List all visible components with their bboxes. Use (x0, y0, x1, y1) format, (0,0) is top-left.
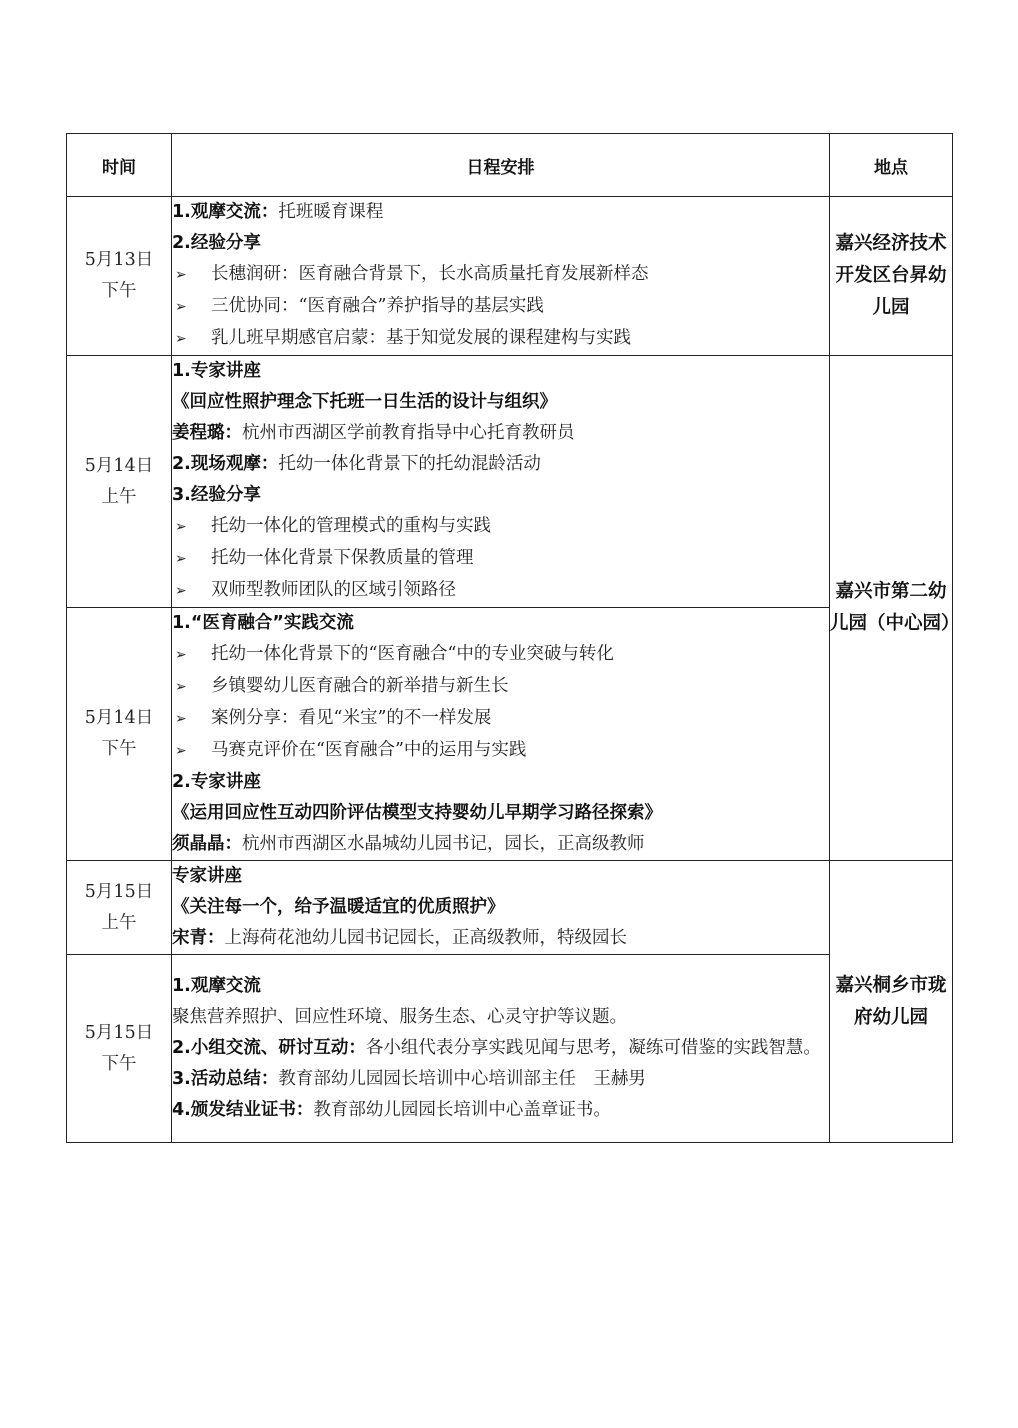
time-cell (67, 608, 172, 861)
item-heading: 2.经验分享 (172, 233, 261, 253)
schedule-cell (172, 356, 830, 608)
schedule-cell (172, 197, 830, 356)
header-venue: 地点 (830, 134, 953, 197)
table-header-row (67, 134, 953, 197)
header-time: 时间 (67, 134, 172, 197)
date-text: 5月13日 (84, 250, 154, 270)
bullet-arrow-icon: ➢ (175, 299, 187, 315)
item-text: 托班暖育课程 (278, 202, 384, 222)
speaker-title: 杭州市西湖区学前教育指导中心托育教研员 (242, 423, 575, 443)
item-heading: 3.经验分享 (172, 485, 261, 505)
time-cell (67, 861, 172, 955)
item-heading: 1.观摩交流 (172, 976, 261, 996)
lecture-title: 《关注每一个，给予温暖适宜的优质照护》 (172, 897, 505, 917)
date-text: 5月14日 (84, 708, 154, 728)
sub-item: 托幼一体化的管理模式的重构与实践 (211, 516, 491, 536)
table-row (67, 197, 953, 356)
date-text: 5月14日 (84, 455, 154, 476)
sub-item: 三优协同：“医育融合”养护指导的基层实践 (211, 296, 544, 316)
venue-cell: 嘉兴经济技术开发区台昇幼儿园 (830, 197, 953, 356)
table-row (67, 356, 953, 608)
period-text: 下午 (101, 281, 137, 301)
item-heading: 2.小组交流、研讨互动： (172, 1038, 366, 1058)
schedule-table (66, 133, 960, 1143)
venue-cell: 嘉兴市第二幼儿园（中心园） (830, 356, 953, 861)
sub-item: 托幼一体化背景下保教质量的管理 (211, 548, 474, 568)
period-text: 上午 (101, 486, 137, 507)
time-cell (67, 955, 172, 1143)
time-cell (67, 197, 172, 356)
item-heading: 专家讲座 (172, 866, 242, 886)
sub-item: 托幼一体化背景下的“医育融合“中的专业突破与转化 (211, 644, 614, 664)
speaker-title: 上海荷花池幼儿园书记园长，正高级教师，特级园长 (224, 928, 627, 948)
time-cell (67, 356, 172, 608)
lecture-title: 《回应性照护理念下托班一日生活的设计与组织》 (172, 392, 557, 412)
item-heading: 1.观摩交流： (172, 202, 279, 222)
speaker-name: 宋青： (172, 928, 225, 948)
item-heading: 1.专家讲座 (172, 361, 261, 381)
item-heading: 2.现场观摩： (172, 454, 279, 474)
item-text: 聚焦营养照护、回应性环境、服务生态、心灵守护等议题。 (172, 1007, 627, 1027)
bullet-arrow-icon: ➢ (175, 711, 187, 727)
bullet-arrow-icon: ➢ (175, 743, 187, 759)
bullet-arrow-icon: ➢ (175, 519, 187, 535)
venue-cell: 嘉兴桐乡市珑府幼儿园 (830, 861, 953, 1143)
schedule-cell (172, 861, 830, 955)
lecture-title: 《运用回应性互动四阶评估模型支持婴幼儿早期学习路径探索》 (172, 803, 662, 823)
header-schedule: 日程安排 (172, 134, 830, 197)
item-heading: 2.专家讲座 (172, 772, 261, 792)
bullet-arrow-icon: ➢ (175, 551, 187, 567)
period-text: 下午 (101, 1053, 137, 1074)
item-text: 各小组代表分享实践见闻与思考，凝练可借鉴的实践智慧。 (365, 1038, 821, 1058)
bullet-arrow-icon: ➢ (175, 267, 187, 283)
table-row (67, 861, 953, 955)
bullet-arrow-icon: ➢ (175, 331, 187, 347)
period-text: 上午 (101, 912, 137, 933)
item-text: 托幼一体化背景下的托幼混龄活动 (278, 454, 541, 474)
speaker-name: 须晶晶： (172, 834, 242, 854)
table-row (67, 955, 953, 1143)
item-heading: 4.颁发结业证书： (172, 1100, 314, 1120)
schedule-cell (172, 955, 830, 1143)
bullet-arrow-icon: ➢ (175, 647, 187, 663)
speaker-name: 姜程璐： (172, 423, 242, 443)
period-text: 下午 (101, 739, 137, 759)
table-row (67, 608, 953, 861)
item-text: 教育部幼儿园园长培训中心盖章证书。 (313, 1100, 611, 1120)
bullet-arrow-icon: ➢ (175, 583, 187, 599)
date-text: 5月15日 (84, 881, 154, 902)
item-heading: 3.活动总结： (172, 1069, 279, 1089)
sub-item: 马赛克评价在“医育融合”中的运用与实践 (211, 740, 527, 760)
bullet-arrow-icon: ➢ (175, 679, 187, 695)
date-text: 5月15日 (84, 1022, 154, 1043)
sub-item: 长穗润研：医育融合背景下，长水高质量托育发展新样态 (211, 264, 649, 284)
sub-item: 乡镇婴幼儿医育融合的新举措与新生长 (211, 676, 509, 696)
speaker-title: 杭州市西湖区水晶城幼儿园书记，园长，正高级教师 (242, 834, 645, 854)
sub-item: 案例分享：看见“米宝”的不一样发展 (211, 708, 492, 728)
sub-item: 双师型教师团队的区域引领路径 (211, 580, 456, 600)
item-text: 教育部幼儿园园长培训中心培训部主任 王赫男 (278, 1069, 646, 1089)
schedule-cell (172, 608, 830, 861)
item-heading: 1.“医育融合”实践交流 (172, 613, 354, 633)
sub-item: 乳儿班早期感官启蒙：基于知觉发展的课程建构与实践 (211, 328, 631, 348)
